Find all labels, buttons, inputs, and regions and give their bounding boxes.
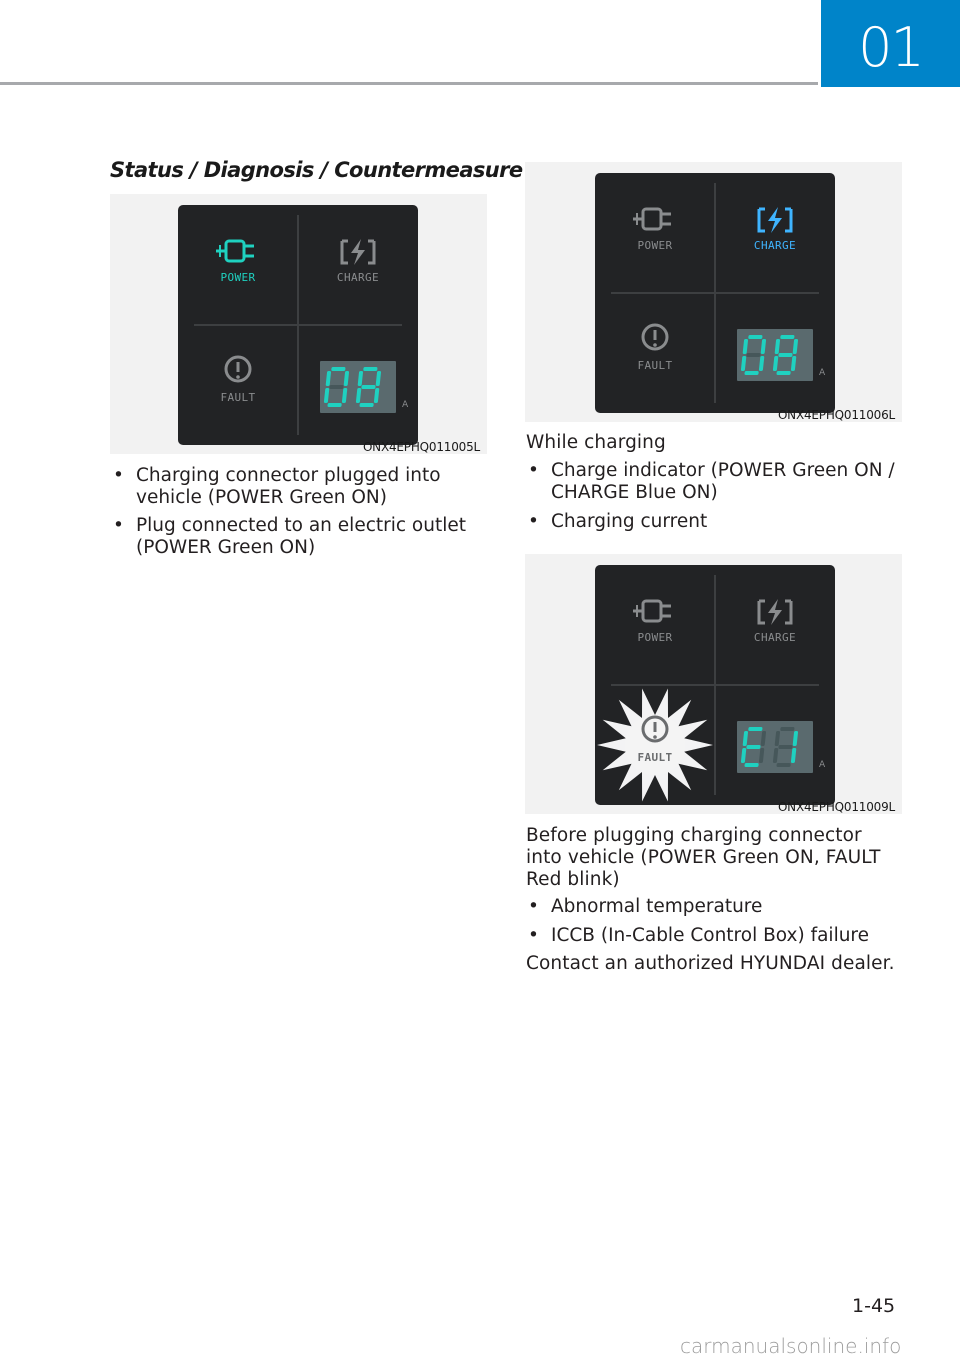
display-segment: [361, 385, 375, 389]
list-item: • Plug connected to an electric outlet (POWER Green ON): [110, 515, 496, 559]
charger-panel: [595, 173, 835, 413]
display-segment: [327, 403, 341, 407]
display-segment: [363, 367, 377, 371]
display-segment: [359, 403, 373, 407]
current-display: [298, 325, 418, 445]
section-outro: Contact an authorized HYUNDAI dealer.: [526, 953, 895, 974]
figure-code: ONX4EPHQ011006L: [777, 408, 895, 422]
display-segment: [778, 353, 792, 357]
charge-indicator: [715, 173, 835, 293]
current-unit-label: A: [402, 400, 409, 410]
current-display: [715, 685, 835, 805]
display-segment: [780, 335, 794, 339]
charge-label: CHARGE: [336, 271, 380, 284]
charger-panel: [595, 565, 835, 805]
figure-power-on: [110, 194, 487, 454]
power-label: POWER: [637, 239, 673, 252]
charger-panel: [178, 205, 418, 445]
display-segment: [744, 371, 758, 375]
charge-bolt-icon-part: [351, 239, 365, 265]
power-indicator: [595, 173, 715, 293]
current-display: [715, 293, 835, 413]
seven-segment-display: [715, 293, 835, 413]
header-rule: [0, 82, 818, 85]
figure-code: ONX4EPHQ011005L: [362, 440, 480, 454]
plug-icon: [595, 173, 715, 293]
chapter-tab: 01: [821, 0, 960, 87]
charge-label: CHARGE: [753, 239, 797, 252]
figure-code: ONX4EPHQ011009L: [777, 800, 895, 814]
section-heading: Status / Diagnosis / Countermeasure: [110, 158, 523, 182]
charge-bolt-icon-part: [768, 599, 782, 625]
list-item: • ICCB (In-Cable Control Box) failure: [525, 925, 927, 947]
charge-bolt-icon: [298, 205, 418, 325]
charge-label: CHARGE: [753, 631, 797, 644]
power-indicator: [178, 205, 298, 325]
page-number: 1-45: [852, 1295, 896, 1317]
fault-label: FAULT: [220, 391, 256, 404]
plug-icon-part: [643, 209, 661, 229]
seven-segment-display: [298, 325, 418, 445]
charge-indicator: [715, 565, 835, 685]
warning-icon: [178, 325, 298, 445]
warning-icon: [595, 685, 715, 805]
plug-icon-part: [226, 241, 244, 261]
display-segment: [780, 727, 794, 731]
charge-bolt-icon: [715, 565, 835, 685]
display-segment: [329, 385, 343, 389]
display-segment: [746, 745, 760, 749]
fault-label: FAULT: [637, 751, 673, 764]
display-segment: [776, 371, 790, 375]
display-segment: [778, 745, 792, 749]
list-item: • Charging current: [525, 511, 927, 533]
list-item: • Abnormal temperature: [525, 896, 927, 918]
display-segment: [776, 763, 790, 767]
fault-indicator: [178, 325, 298, 445]
list-item: • Charging connector plugged into vehicle (POWER Green ON): [110, 465, 496, 509]
plug-icon: [178, 205, 298, 325]
fault-label: FAULT: [637, 359, 673, 372]
display-segment: [748, 727, 762, 731]
figure-fault: [525, 554, 902, 814]
display-segment: [746, 353, 760, 357]
power-indicator: [595, 565, 715, 685]
fault-indicator: [595, 293, 715, 413]
warning-icon: [595, 293, 715, 413]
current-unit-label: A: [819, 368, 826, 378]
section-intro: While charging: [526, 432, 666, 453]
display-segment: [748, 335, 762, 339]
fault-indicator: [595, 685, 715, 805]
display-segment: [744, 763, 758, 767]
list-item: • Charge indicator (POWER Green ON / CHARGE Blue ON): [525, 460, 927, 504]
power-label: POWER: [220, 271, 256, 284]
charge-bolt-icon: [715, 173, 835, 293]
section-intro: Before plugging charging connector into vehicle (POWER Green ON, FAULT Red blink): [526, 825, 881, 890]
figure-charging: [525, 162, 902, 422]
power-label: POWER: [637, 631, 673, 644]
plug-icon: [595, 565, 715, 685]
charge-indicator: [298, 205, 418, 325]
display-segment: [331, 367, 345, 371]
charge-bolt-icon-part: [768, 207, 782, 233]
warning-icon-part: [236, 375, 240, 379]
plug-icon-part: [643, 601, 661, 621]
warning-icon-part: [653, 735, 657, 739]
seven-segment-display: [715, 685, 835, 805]
warning-icon-part: [653, 343, 657, 347]
watermark: carmanualsonline.info: [680, 1334, 902, 1358]
current-unit-label: A: [819, 760, 826, 770]
